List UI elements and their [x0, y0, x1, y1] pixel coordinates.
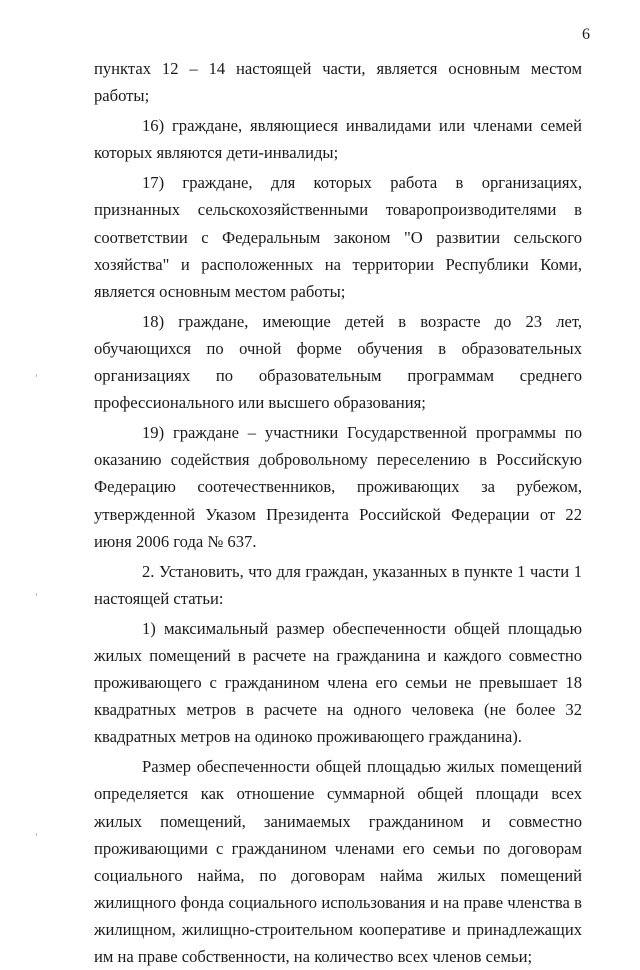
paragraph-item-18: 18) граждане, имеющие детей в возрасте до 23 лет, обучающихся по очной форме обучения в образовательных организациях по образовательным программам среднего профессионального или высшего образования; [94, 311, 582, 413]
paragraph-clause-2: 2. Установить, что для граждан, указанных в пункте 1 части 1 настоящей статьи: [94, 561, 582, 608]
body-text [94, 55, 582, 970]
page-number: 6 [582, 26, 590, 43]
paragraph-area-definition: Размер обеспеченности общей площадью жилых помещений определяется как отношение суммарной общей площади всех жилых помещений, занимаемых гражданином и совместно проживающими с гражданином членами его семьи по договорам социального найма, по договорам найма жилых помещений жилищного фонда социального использования и на праве членства в жилищном, жилищно-строительном кооперативе и принадлежащих им на праве собственности, на количество всех членов семьи; [94, 757, 582, 966]
margin-mark [36, 593, 37, 596]
paragraph-clause-2-1: 1) максимальный размер обеспеченности общей площадью жилых помещений в расчете на гражданина и каждого совместно проживающего с гражданином члена его семьи не превышает 18 квадратных метров в расчете на одного человека (не более 32 квадратных метров на одиноко проживающего гражданина). [94, 618, 582, 747]
margin-mark [36, 833, 37, 836]
paragraph-continuation: пунктах 12 – 14 настоящей части, является основным местом работы; [94, 59, 582, 106]
paragraph-item-16: 16) граждане, являющиеся инвалидами или членами семей которых являются дети-инвалиды; [94, 116, 582, 163]
paragraph-item-19: 19) граждане – участники Государственной программы по оказанию содействия добровольному переселению в Российскую Федерацию соотечественников, проживающих за рубежом, утвержденной Указом Президента Российской Федерации от 22 июня 2006 года № 637. [94, 423, 582, 551]
margin-mark [36, 374, 37, 377]
paragraph-item-17: 17) граждане, для которых работа в организациях, признанных сельскохозяйственными товаропроизводителями в соответствии с Федеральным законом "О развитии сельского хозяйства" и расположенных на территории Республики Коми, является основным местом работы; [94, 173, 582, 301]
